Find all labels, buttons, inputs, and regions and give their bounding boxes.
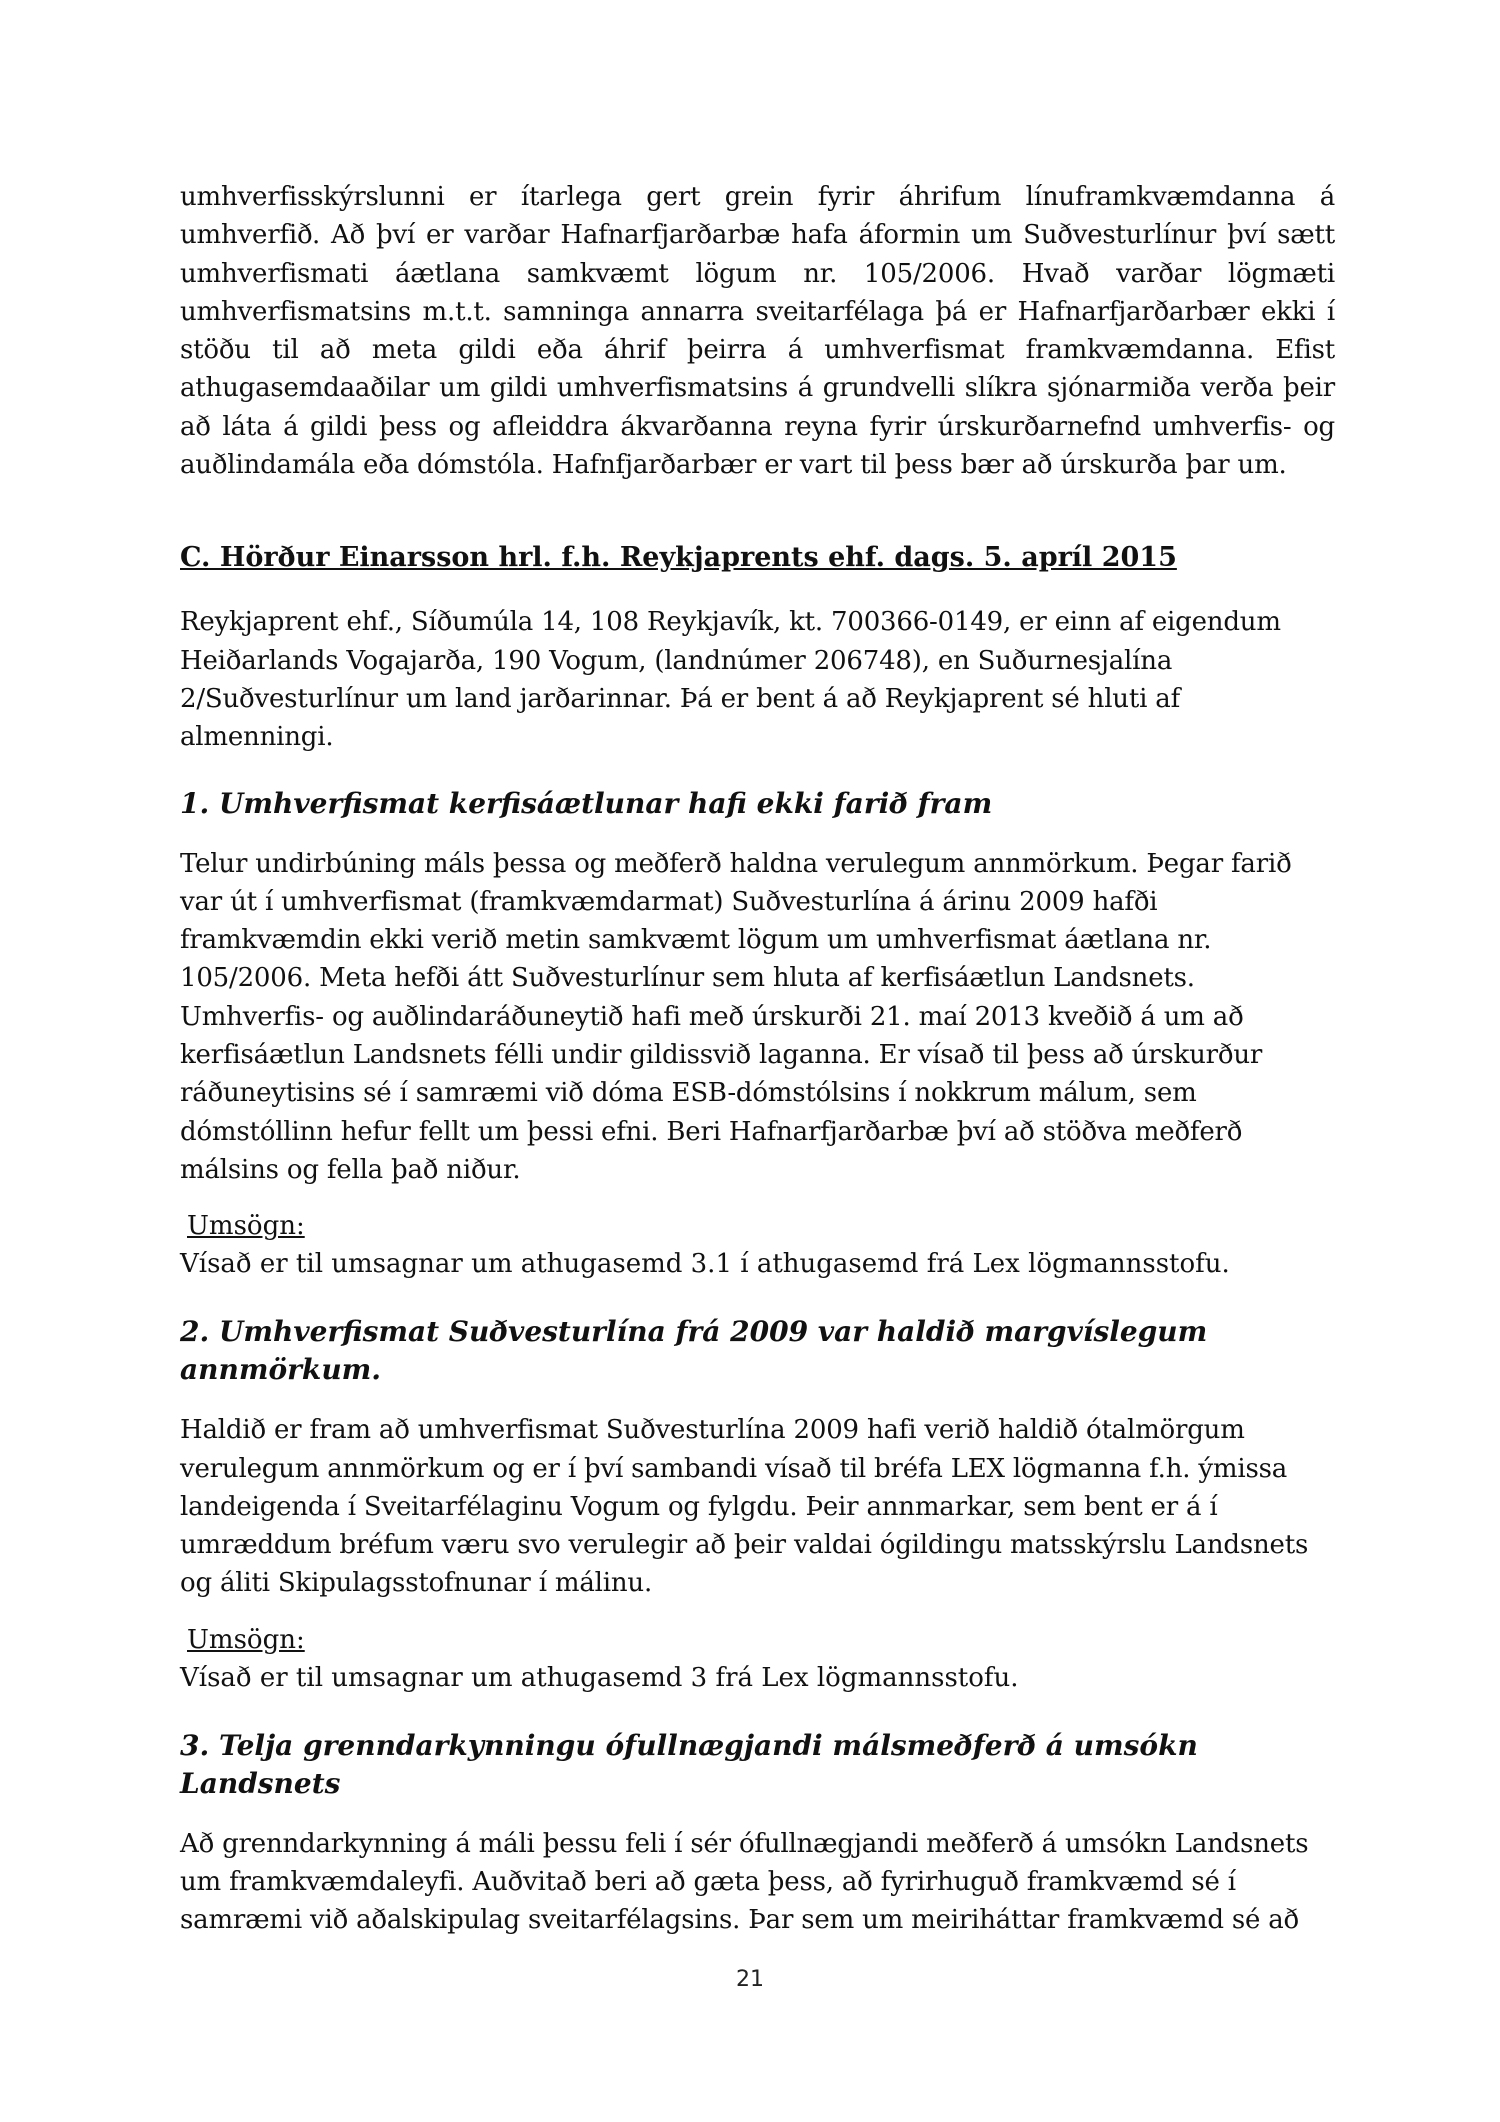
item-2-heading: 2. Umhverfismat Suðvesturlína frá 2009 var haldið margvíslegum annmörkum. xyxy=(180,1315,1208,1387)
item-2-note-text: Vísað er til umsagnar um athugasemd 3 frá Lex lögmannsstofu. xyxy=(180,1662,1019,1693)
page-number: 21 xyxy=(736,1967,764,1992)
section-c-intro: Reykjaprent ehf., Síðumúla 14, 108 Reykjavík, kt. 700366-0149, er einn af eigendum Heiðarlands Vogajarða, 190 Vogum, (landnúmer 206748), en Suðurnesjalína 2/Suðvesturlínur um land jarðarinnar. Þá er bent á að Reykjaprent sé hluti af almenningi. xyxy=(180,607,1281,753)
item-1-note-label: Umsögn: xyxy=(187,1211,305,1242)
item-3-heading: 3. Telja grenndarkynningu ófullnægjandi málsmeðferð á umsókn Landsnets xyxy=(180,1728,1198,1800)
item-3-body: Að grenndarkynning á máli þessu feli í sér ófullnægjandi meðferð á umsókn Landsnets um framkvæmdaleyfi. Auðvitað beri að gæta þess, að fyrirhuguð framkvæmd sé í samræmi við aðalskipulag sveitarfélagsins. Þar sem um meiriháttar framkvæmd sé að xyxy=(180,1828,1309,1936)
item-1-note-text: Vísað er til umsagnar um athugasemd 3.1 í athugasemd frá Lex lögmannsstofu. xyxy=(180,1249,1230,1280)
item-1-body: Telur undirbúning máls þessa og meðferð haldna verulegum annmörkum. Þegar farið var út í umhverfismat (framkvæmdarmat) Suðvesturlína á árinu 2009 hafði framkvæmdin ekki verið metin samkvæmt lögum um umhverfismat áætlana nr. 105/2006. Meta hefði átt Suðvesturlínur sem hluta af kerfisáætlun Landsnets. Umhverfis- og auðlindaráðuneytið hafi með úrskurði 21. maí 2013 kveðið á um að kerfisáætlun Landsnets félli undir gildissvið laganna. Er vísað til þess að úrskurður ráðuneytisins sé í samræmi við dóma ESB-dómstólsins í nokkrum málum, sem dómstóllinn hefur fellt um þessi efni. Beri Hafnarfjarðarbæ því að stöðva meðferð málsins og fella það niður. xyxy=(180,848,1292,1185)
section-c-heading: C. Hörður Einarsson hrl. f.h. Reykjaprents ehf. dags. 5. apríl 2015 xyxy=(180,542,1177,574)
item-2-note-label: Umsögn: xyxy=(187,1624,305,1655)
item-2-body: Haldið er fram að umhverfismat Suðvesturlína 2009 hafi verið haldið ótalmörgum verulegum annmörkum og er í því sambandi vísað til bréfa LEX lögmanna f.h. ýmissa landeigenda í Sveitarfélaginu Vogum og fylgdu. Þeir annmarkar, sem bent er á í umræddum bréfum væru svo verulegir að þeir valdai ógildingu matsskýrslu Landsnets og áliti Skipulagsstofnunar í málinu. xyxy=(180,1415,1309,1599)
item-1-heading: 1. Umhverfismat kerfisáætlunar hafi ekki farið fram xyxy=(180,786,993,820)
intro-paragraph: umhverfisskýrslunni er ítarlega gert grein fyrir áhrifum línuframkvæmdanna á umhverfið. Að því er varðar Hafnarfjarðarbæ hafa áformin um Suðvesturlínur því sætt umhverfismati áætlana samkvæmt lögum nr. 105/2006. Hvað varðar lögmæti umhverfismatsins m.t.t. samninga annarra sveitarfélaga þá er Hafnarfjarðarbær ekki í stöðu til að meta gildi eða áhrif þeirra á umhverfismat framkvæmdanna. Efist athugasemdaaðilar um gildi umhverfismatsins á grundvelli slíkra sjónarmiða verða þeir að láta á gildi þess og afleiddra ákvarðanna reyna fyrir úrskurðarnefnd umhverfis- og auðlindamála eða dómstóla. Hafnfjarðarbær er vart til þess bær að úrskurða þar um. xyxy=(180,182,1335,481)
page-content xyxy=(180,178,1335,1940)
